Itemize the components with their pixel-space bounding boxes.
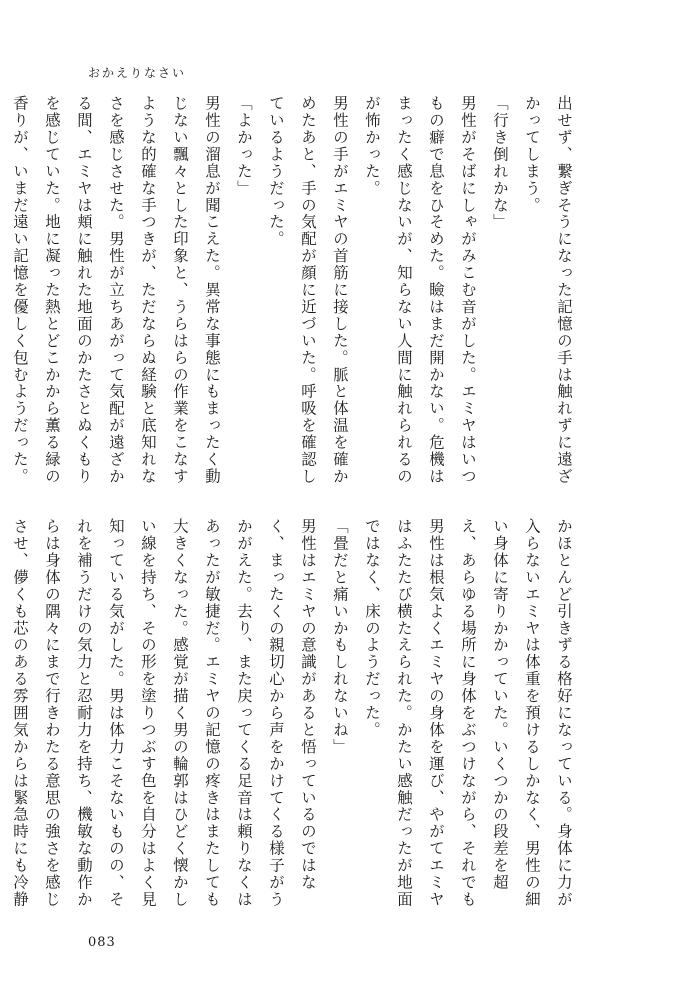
page-number: 083: [88, 935, 116, 950]
paragraph: 男性の溜息が聞こえた。異常な事態にもまったく動じない飄々とした印象と、うらはらの作業をこなすような的確な手つきが、ただならぬ経験と底知れなさを感じさせた。男性が立ちあがって気配が遠ざかる間、エミヤは頬に触れた地面のかたさとぬくもりを感じていた。地に凝った熱とどこかから薫る緑の香りが、いまだ遠い記憶を優しく包むようだった。: [11, 95, 221, 485]
dialogue-line: 「畳だと痛いかもしれないね」: [331, 518, 349, 756]
text-block-top: [11, 95, 580, 493]
paragraph: 男性がそばにしゃがみこむ音がした。エミヤはいつもの癖で息をひそめた。瞼はまだ開かない。危機はまったく感じないが、知らない人間に触れられるのが怖かった。: [363, 95, 477, 485]
paragraph: 男性はエミヤの意識があると悟っているのではなく、まったくの親切心から声をかけてくる様子がうかがえた。去り、また戻ってくる足音は頼りなくはあったが敏捷だ。エミヤの記憶の疼きはまたしても大きくなった。感覚が描く男の輪郭はひどく懐かしい線を持ち、その形を塗りつぶす色を自分はよく見知っている気がした。男は体力こそないものの、それを補うだけの気力と忍耐力を持ち、機敏な動作からは身体の隅々にまで行きわたる意思の強さを感じさせ、儚くも芯のある雰囲気からは緊急時にも冷静: [11, 518, 317, 908]
text-block-bottom: [11, 518, 580, 916]
paragraph: かほとんど引きずる格好になっている。身体に力が入らないエミヤは体重を預けるしかなく、男性の細い身体に寄りかかっていた。いくつかの段差を超え、あらゆる場所に身体をぶつけながら、それでも男性は根気よくエミヤの身体を運び、やがてエミヤはふたたび横たえられた。かたい感触だったが地面ではなく、床のようだった。: [363, 518, 573, 908]
paragraph: 出せず、繋ぎそうになった記憶の手は触れずに遠ざかってしまう。: [523, 95, 573, 485]
running-head: おかえりなさい: [88, 66, 187, 80]
dialogue-line: 「行き倒れかな」: [491, 95, 509, 231]
paragraph: 男性の手がエミヤの首筋に接した。脈と体温を確かめたあと、手の気配が顔に近づいた。呼吸を確認しているようだった。: [267, 95, 349, 485]
dialogue-line: 「よかった」: [235, 95, 253, 197]
